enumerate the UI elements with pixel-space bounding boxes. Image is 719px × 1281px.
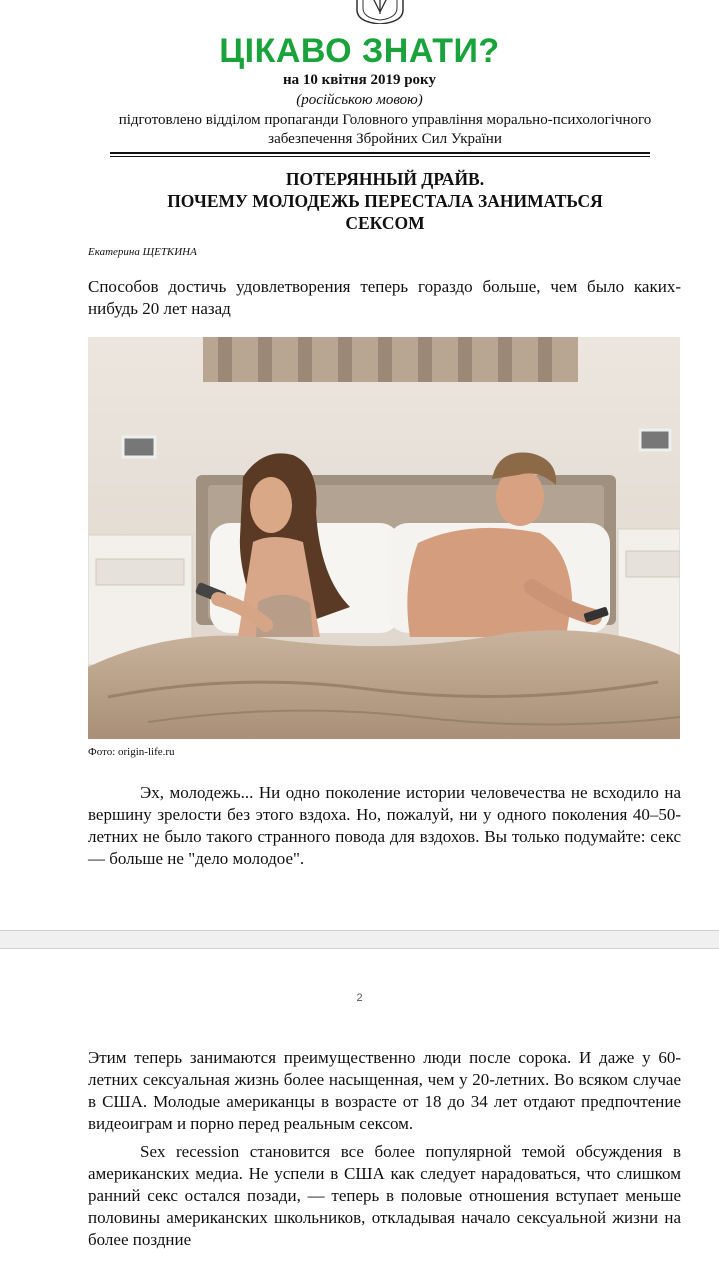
article-lead: Способов достичь удовлетворения теперь гораздо больше, чем было каких-нибудь 20 лет назад [88, 277, 681, 318]
page-number: 2 [356, 992, 363, 1004]
article-title-line: ПОТЕРЯННЫЙ ДРАЙВ. [285, 169, 485, 189]
header-divider [110, 152, 650, 154]
article-body [88, 782, 681, 870]
photo-caption: Фото: origin-life.ru [88, 746, 175, 758]
article-author: Екатерина ЩЕТКИНА [88, 246, 197, 258]
masthead-language: (російською мовою) [296, 92, 423, 108]
document-page-2 [0, 948, 719, 1281]
article-title [90, 168, 680, 234]
article-photo [88, 337, 680, 739]
masthead-title: ЦІКАВО ЗНАТИ? [219, 32, 500, 70]
coat-of-arms-icon [355, 0, 405, 24]
paragraph: Этим теперь занимаются преимущественно люди после сорока. И даже у 60-летних сексуальная жизнь более насыщенная, чем у 20-летних. Во всяком случае в США. Молодые американцы в возрасте от 18 до 34 лет отдают предпочтение видеоиграм и порно перед реальным сексом. [88, 1048, 681, 1133]
article-title-line: ПОЧЕМУ МОЛОДЕЖЬ ПЕРЕСТАЛА ЗАНИМАТЬСЯ [167, 191, 603, 211]
header-divider-thin [110, 156, 650, 157]
masthead-date: на 10 квітня 2019 року [283, 72, 436, 88]
paragraph: Sex recession становится все более популярной темой обсуждения в американских медиа. Не успели в США как следует нарадоваться, что слишком ранний секс остался позади, — теперь в половые отношения вступает меньше половины американских школьников, откладывая начало сексуальной жизни на более поздние [88, 1142, 681, 1249]
masthead-organization: підготовлено відділом пропаганди Головного управління морально-психологічного забезпечення Збройних Сил України [118, 112, 652, 147]
article-body-continued [88, 1047, 681, 1251]
article-title-line: СЕКСОМ [345, 213, 425, 233]
paragraph: Эх, молодежь... Ни одно поколение истории человечества не всходило на вершину зрелости без этого вздоха. Но, пожалуй, ни у одного поколения 40–50-летних не было такого странного повода для вздохов. Вы только подумайте: секс — больше не "дело молодое". [88, 783, 681, 868]
